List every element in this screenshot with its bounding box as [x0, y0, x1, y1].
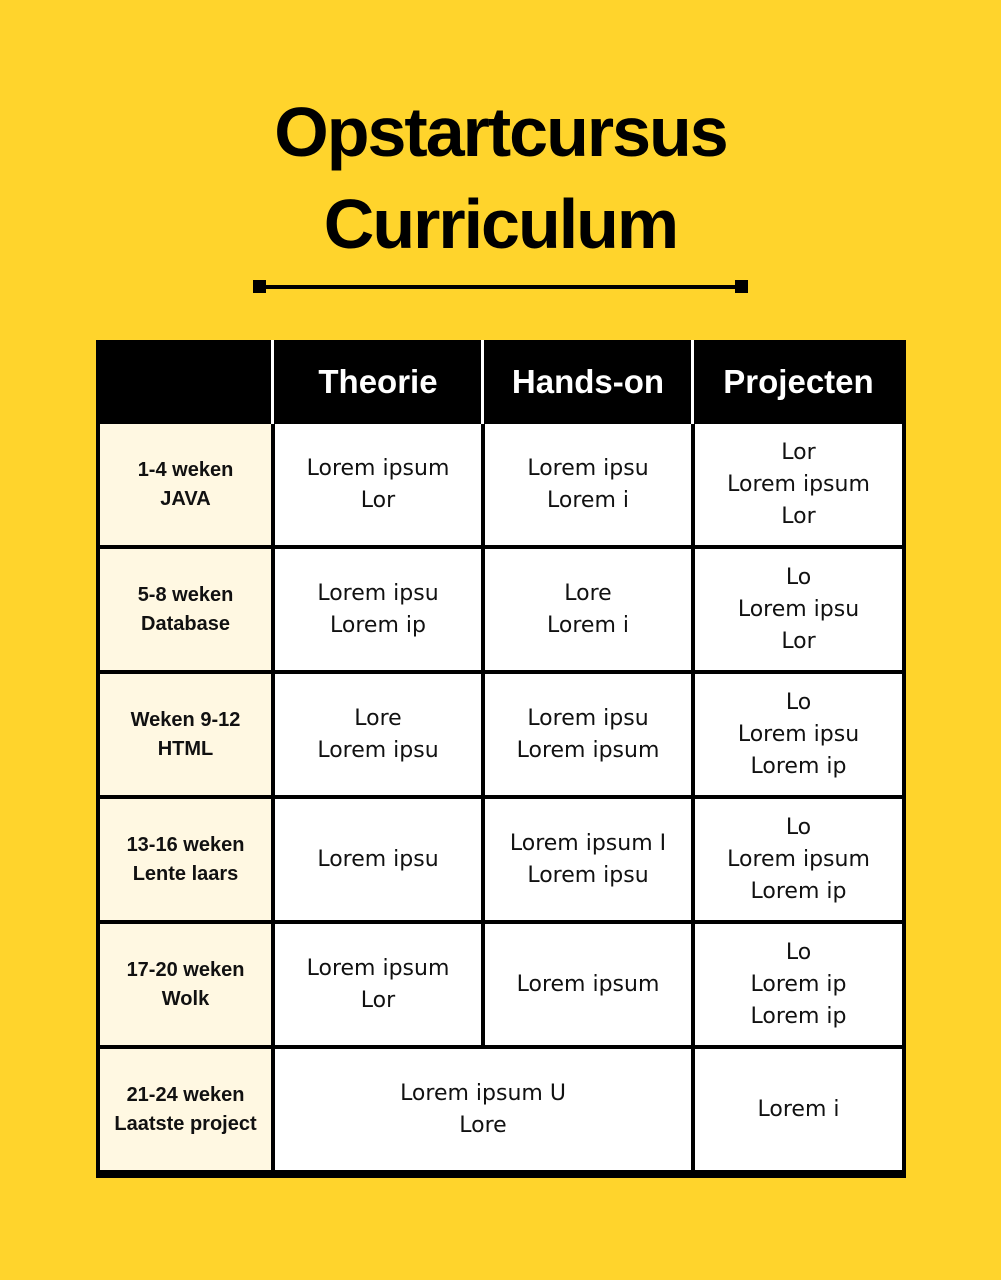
projecten-cell: Lo Lorem ipsum Lorem ip	[695, 799, 902, 920]
row-topic: Lente laars	[132, 862, 239, 885]
row-label	[100, 799, 271, 920]
row-weeks: Weken 9-12	[130, 708, 241, 731]
theorie-cell: Lorem ipsum Lor	[275, 424, 481, 545]
row-weeks: 5-8 weken	[137, 583, 234, 606]
row-label	[100, 674, 271, 795]
row-topic: Wolk	[161, 987, 210, 1010]
row-weeks: 17-20 weken	[126, 958, 245, 981]
hands-on-cell: Lorem ipsum I Lorem ipsu	[485, 799, 691, 920]
theorie-cell: Lorem ipsum Lor	[275, 924, 481, 1045]
header-projecten: Projecten	[695, 344, 902, 420]
title-line-2: Curriculum	[323, 185, 678, 263]
header-theorie: Theorie	[275, 344, 481, 420]
hands-on-cell: Lorem ipsum	[485, 924, 691, 1045]
row-weeks: 13-16 weken	[126, 833, 245, 856]
row-weeks: 21-24 weken	[126, 1083, 245, 1106]
row-label	[100, 424, 271, 545]
row-weeks: 1-4 weken	[137, 458, 234, 481]
row-topic: Laatste project	[114, 1112, 257, 1135]
projecten-cell: Lorem i	[695, 1049, 902, 1170]
row-topic: Database	[141, 612, 230, 635]
header-empty	[100, 344, 271, 420]
projecten-cell: Lo Lorem ip Lorem ip	[695, 924, 902, 1045]
row-label	[100, 549, 271, 670]
header-hands-on: Hands-on	[485, 344, 691, 420]
row-label	[100, 1049, 271, 1170]
hands-on-cell: Lore Lorem i	[485, 549, 691, 670]
projecten-cell: Lor Lorem ipsum Lor	[695, 424, 902, 545]
projecten-cell: Lo Lorem ipsu Lor	[695, 549, 902, 670]
page-title	[0, 86, 1001, 270]
row-topic: HTML	[157, 737, 214, 760]
divider-cap-right	[735, 280, 748, 293]
theorie-cell: Lorem ipsu	[275, 799, 481, 920]
row-topic: JAVA	[160, 487, 211, 510]
hands-on-cell: Lorem ipsu Lorem ipsum	[485, 674, 691, 795]
theorie-cell: Lorem ipsu Lorem ip	[275, 549, 481, 670]
projecten-cell: Lo Lorem ipsu Lorem ip	[695, 674, 902, 795]
row-label	[100, 924, 271, 1045]
title-divider	[258, 285, 742, 289]
curriculum-table	[96, 340, 906, 1178]
hands-on-cell: Lorem ipsu Lorem i	[485, 424, 691, 545]
merged-theorie-hands-on-cell: Lorem ipsum U Lore	[275, 1049, 691, 1170]
divider-cap-left	[253, 280, 266, 293]
theorie-cell: Lore Lorem ipsu	[275, 674, 481, 795]
title-line-1: Opstartcursus	[274, 93, 727, 171]
